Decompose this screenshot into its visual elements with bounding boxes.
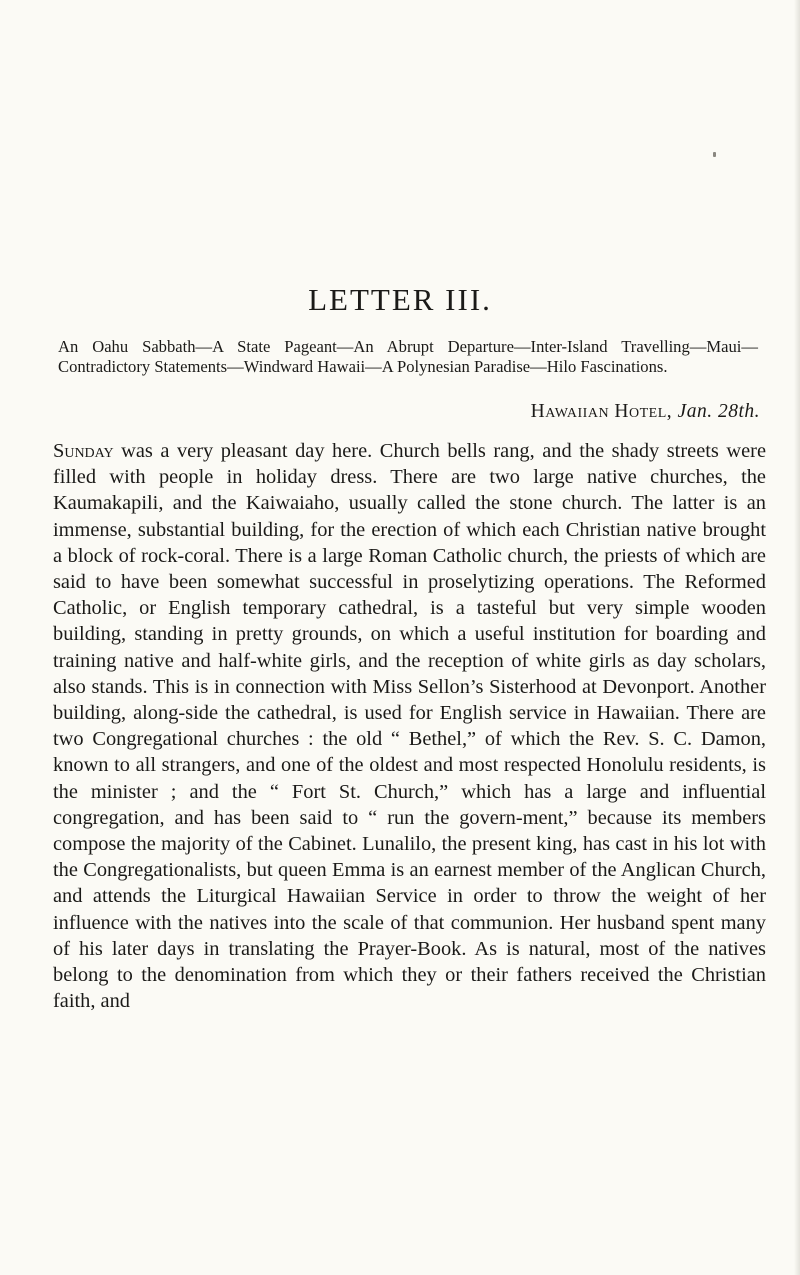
letter-dateline [531,400,760,424]
chapter-summary: An Oahu Sabbath—A State Pageant—An Abrupt Departure—Inter-Island Travelling—Maui—Contradictory Statements—Windward Hawaii—A Polynesian Paradise—Hilo Fascinations. [58,337,758,376]
body-lead-word: Sunday [53,440,114,462]
dateline-date: Jan. 28th. [677,401,760,422]
chapter-heading: LETTER III. [308,282,492,317]
body-paragraph-text: was a very pleasant day here. Church bells rang, and the shady streets were filled with people in holiday dress. There are two large native churches, the Kaumakapili, and the Kaiwaiaho, usually called the stone church. The latter is an immense, substantial building, for the erection of which each Christian native brought a block of rock-coral. There is a large Roman Catholic church, the priests of which are said to have been somewhat successful in proselytizing operations. The Reformed Catholic, or English temporary cathedral, is a tasteful but very simple wooden building, standing in pretty grounds, on which a useful institution for boarding and training native and half-white girls, and the reception of white girls as day scholars, also stands. This is in connection with Miss Sellon’s Sisterhood at Devonport. Another building, along-side the cathedral, is used for English service in Hawaiian. There are two Congregational churches : the old “ Bethel,” of which the Rev. S. C. Damon, known to all strangers, and one of the oldest and most respected Honolulu residents, is the minister ; and the “ Fort St. Church,” which has a large and influential congregation, and has been said to “ run the govern-ment,” because its members compose the majority of the Cabinet. Lunalilo, the present king, has cast in his lot with the Congregationalists, but queen Emma is an earnest member of the Anglican Church, and attends the Liturgical Hawaiian Service in order to throw the weight of her influence with the natives into the scale of that communion. Her husband spent many of his later days in translating the Prayer-Book. As is natural, most of the natives belong to the denomination from which they or their fathers received the Christian faith, and [53,440,766,1013]
body-paragraph [53,438,766,1014]
page-edge-shadow [794,0,800,1275]
dateline-place: Hawaiian Hotel, [530,401,673,422]
ink-fleck [713,152,716,157]
